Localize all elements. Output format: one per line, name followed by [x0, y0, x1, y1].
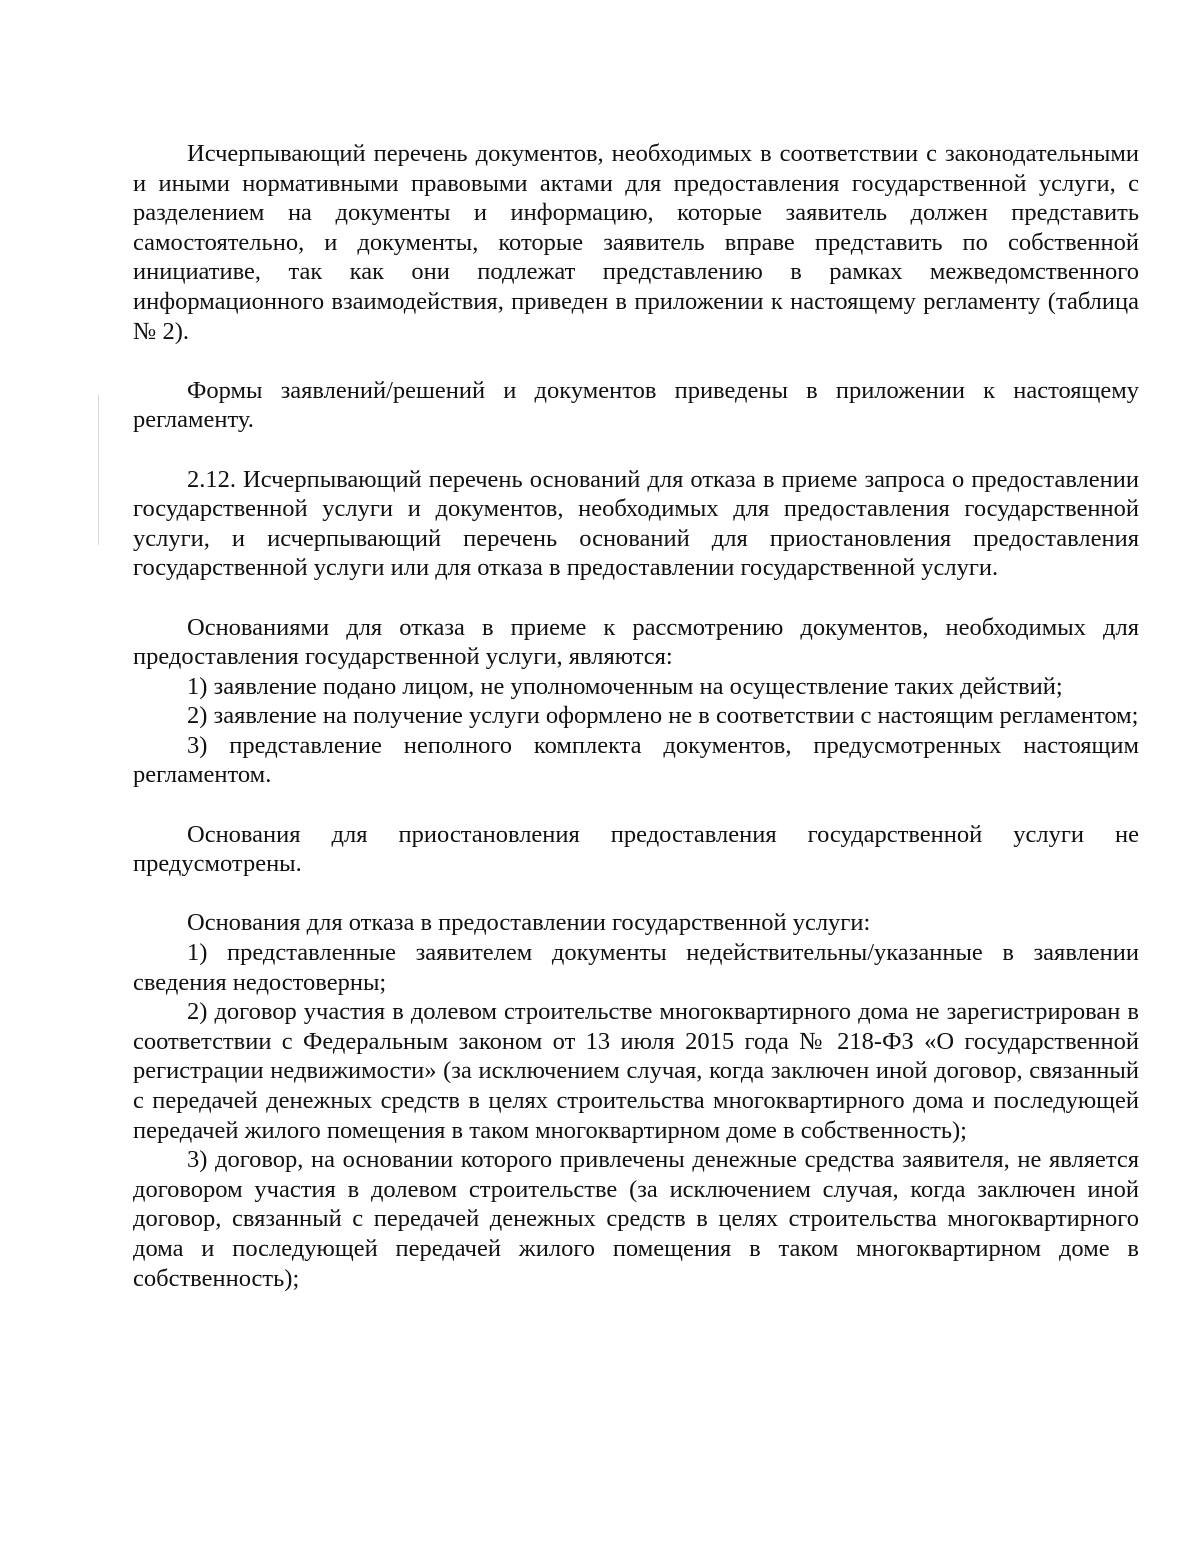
list-item-denial-2: 2) договор участия в долевом строительстве многоквартирного дома не зарегистрирован в соответствии с Федеральным законом от 13 июля 2015 года № 218-ФЗ «О государственной регистрации недвижимости» (за исключением случая, когда заключен иной договор, связанный с передачей денежных средств в целях строительства многоквартирного дома и последующей передачей жилого помещения в таком многоквартирном доме в собственность); — [133, 998, 1139, 1144]
list-item-refusal-3: 3) представление неполного комплекта документов, предусмотренных настоящим регламентом. — [133, 731, 1139, 789]
paragraph-documents-list: Исчерпывающий перечень документов, необходимых в соответствии с законодательными и иными нормативными правовыми актами для предоставления государственной услуги, с разделением на документы и информацию, которые заявитель должен представить самостоятельно, и документы, которые заявитель вправе представить по собственной инициативе, так как они подлежат представлению в рамках межведомственного информационного взаимодействия, приведен в приложении к настоящему регламенту (таблица № 2). — [133, 140, 1139, 345]
document-body — [133, 139, 1139, 1293]
paragraph-refusal-grounds-intro: Основаниями для отказа в приеме к рассмотрению документов, необходимых для предоставления государственной услуги, являются: — [133, 613, 1139, 671]
list-item-denial-3: 3) договор, на основании которого привлечены денежные средства заявителя, не является договором участия в долевом строительстве (за исключением случая, когда заключен иной договор, связанный с передачей денежных средств в целях строительства многоквартирного дома и последующей передачей жилого помещения в таком многоквартирном доме в собственность); — [133, 1146, 1139, 1292]
paragraph-forms: Формы заявлений/решений и документов приведены в приложении к настоящему регламенту. — [133, 376, 1139, 434]
paragraph-denial-grounds-intro: Основания для отказа в предоставлении государственной услуги: — [187, 909, 871, 937]
paragraph-suspension-grounds: Основания для приостановления предоставления государственной услуги не предусмотрены. — [133, 820, 1139, 878]
list-item-refusal-1: 1) заявление подано лицом, не уполномоченным на осуществление таких действий; — [187, 672, 1063, 700]
paragraph-section-2-12: 2.12. Исчерпывающий перечень оснований для отказа в приеме запроса о предоставлении государственной услуги и документов, необходимых для предоставления государственной услуги, и исчерпывающий перечень оснований для приостановления предоставления государственной услуги или для отказа в предоставлении государственной услуги. — [133, 465, 1139, 582]
scan-edge-mark — [98, 395, 99, 545]
list-item-refusal-2: 2) заявление на получение услуги оформлено не в соответствии с настоящим регламентом; — [187, 702, 1139, 730]
list-item-denial-1: 1) представленные заявителем документы недействительны/указанные в заявлении сведения недостоверны; — [133, 939, 1139, 996]
